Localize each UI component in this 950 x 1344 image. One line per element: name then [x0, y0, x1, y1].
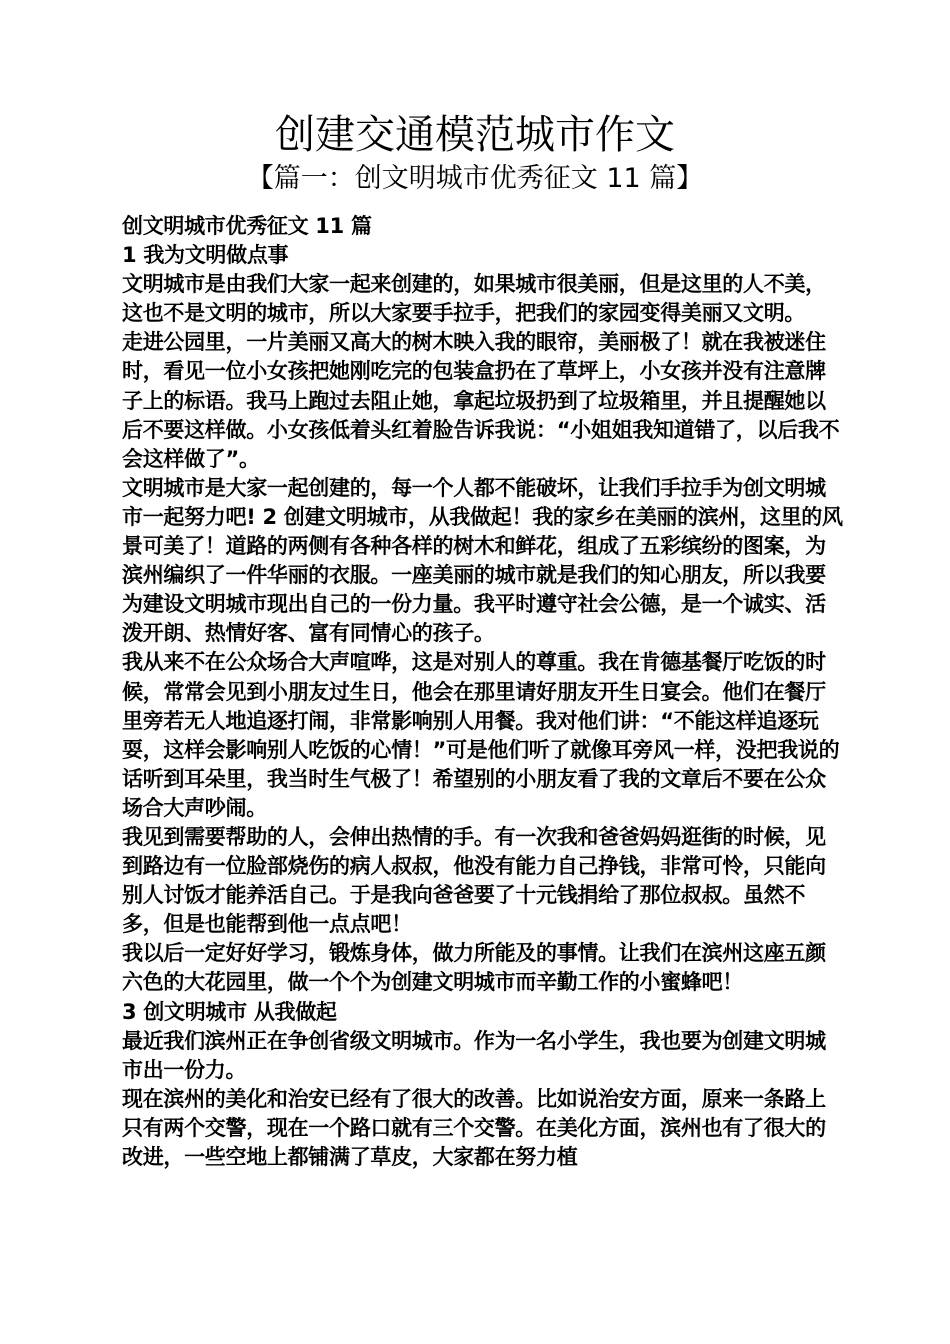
- paragraph: 我见到需要帮助的人，会伸出热情的手。有一次我和爸爸妈妈逛街的时候，见到路边有一位脸部烧伤的病人叔叔，他没有能力自己挣钱，非常可怜，只能向别人讨饭才能养活自己。于是我向爸爸要了十元钱捐给了那位叔叔。虽然不多，但是也能帮到他一点点吧！: [122, 824, 826, 937]
- paragraph: 我以后一定好好学习，锻炼身体，做力所能及的事情。让我们在滨州这座五颜六色的大花园里，做一个个为创建文明城市而辛勤工作的小蜜蜂吧！: [122, 941, 826, 995]
- document-subtitle: 【篇一：创文明城市优秀征文 11 篇】: [246, 163, 704, 194]
- paragraph: 走进公园里，一片美丽又高大的树木映入我的眼帘，美丽极了！就在我被迷住时，看见一位小女孩把她刚吃完的包装盒扔在了草坪上，小女孩并没有注意牌子上的标语。我马上跑过去阻止她，拿起垃圾扔到了垃圾箱里，并且提醒她以后不要这样做。小女孩低着头红着脸告诉我说：“小姐姐我知道错了，以后我不会这样做了”。: [122, 330, 840, 471]
- essay-heading: 1 我为文明做点事: [122, 243, 289, 268]
- section-heading: 创文明城市优秀征文 11 篇: [122, 214, 372, 238]
- paragraph: 最近我们滨州正在争创省级文明城市。作为一名小学生，我也要为创建文明城市出一份力。: [122, 1028, 826, 1082]
- paragraph: 现在滨州的美化和治安已经有了很大的改善。比如说治安方面，原来一条路上只有两个交警，现在一个路口就有三个交警。在美化方面，滨州也有了很大的改进，一些空地上都铺满了草皮，大家都在努力植: [122, 1086, 826, 1169]
- document-body: [116, 212, 844, 1172]
- essay-heading: 3 创文明城市 从我做起: [122, 999, 337, 1024]
- paragraph: 文明城市是由我们大家一起来创建的，如果城市很美丽，但是这里的人不美，这也不是文明的城市，所以大家要手拉手，把我们的家园变得美丽又文明。: [122, 272, 826, 326]
- paragraph: 我从来不在公众场合大声喧哗，这是对别人的尊重。我在肯德基餐厅吃饭的时候，常常会见到小朋友过生日，他会在那里请好朋友开生日宴会。他们在餐厅里旁若无人地追逐打闹，非常影响别人用餐。我对他们讲：“不能这样追逐玩耍，这样会影响别人吃饭的心情！”可是他们听了就像耳旁风一样，没把我说的话听到耳朵里，我当时生气极了！希望别的小朋友看了我的文章后不要在公众场合大声吵闹。: [122, 650, 840, 820]
- document-title: 创建交通模范城市作文: [275, 112, 675, 158]
- paragraph: 文明城市是大家一起创建的，每一个人都不能破坏，让我们手拉手为创文明城市一起努力吧! 2 创建文明城市，从我做起！我的家乡在美丽的滨州，这里的风景可美了！道路的两侧有各种各样的树木和鲜花，组成了五彩缤纷的图案，为滨州编织了一件华丽的衣服。一座美丽的城市就是我们的知心朋友，所以我要为建设文明城市现出自己的一份力量。我平时遵守社会公德，是一个诚实、活泼开朗、热情好客、富有同情心的孩子。: [122, 475, 843, 646]
